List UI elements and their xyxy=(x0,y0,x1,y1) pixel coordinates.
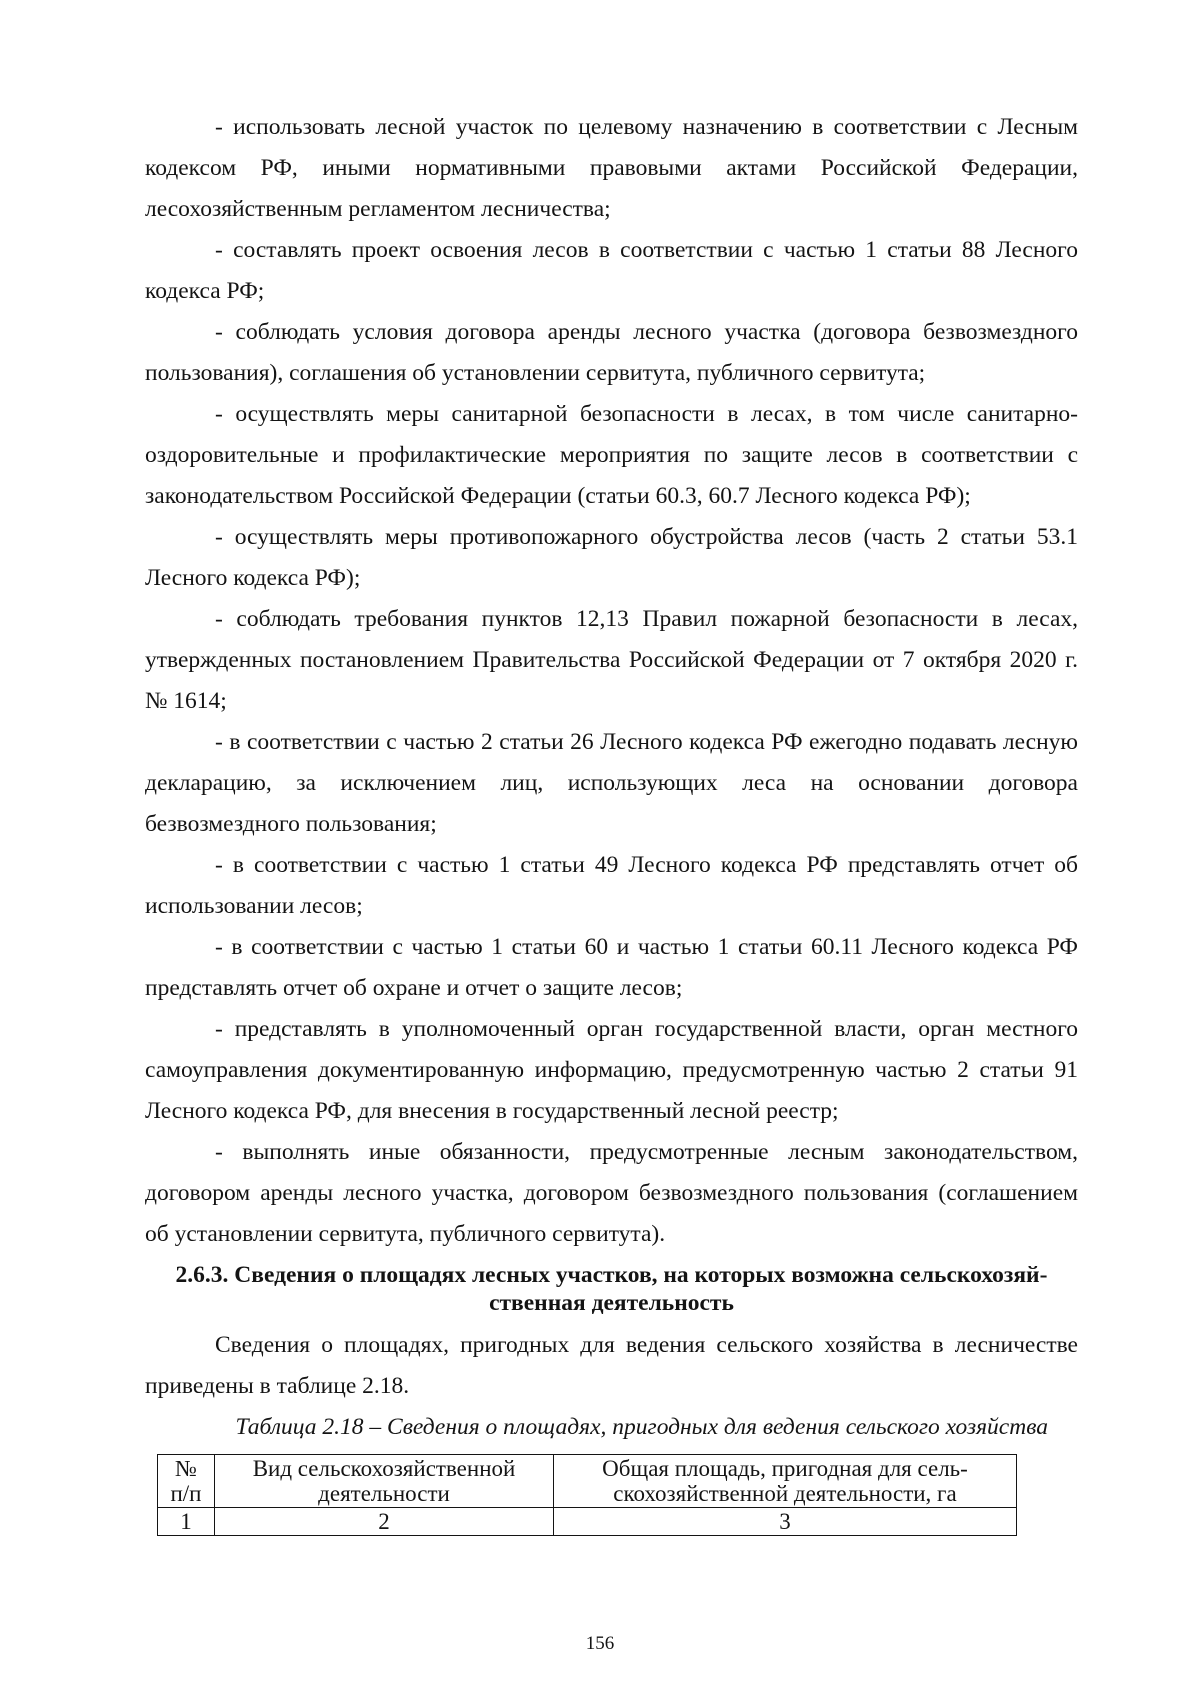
numbering-cell-2: 2 xyxy=(215,1508,554,1536)
paragraph-4: - осуществлять меры санитарной безопасности в лесах, в том числе санитарно-оздоровительные и профилактические мероприятия по защите лесов в соответствии с законодательством Российской Федерации (статьи 60.3, 60.7 Лесного кодекса РФ); xyxy=(145,401,1078,509)
table-caption: Таблица 2.18 – Сведения о площадях, пригодных для ведения сельского хозяйства xyxy=(235,1414,1048,1440)
paragraph-9: - в соответствии с частью 1 статьи 60 и частью 1 статьи 60.11 Лесного кодекса РФ представлять отчет об охране и отчет о защите лесов; xyxy=(145,934,1078,1001)
header-activity-cell xyxy=(215,1455,554,1508)
table-header-row xyxy=(158,1455,1017,1508)
paragraph-8: - в соответствии с частью 1 статьи 49 Лесного кодекса РФ представлять отчет об использовании лесов; xyxy=(145,852,1078,919)
paragraph-2: - составлять проект освоения лесов в соответствии с частью 1 статьи 88 Лесного кодекса РФ; xyxy=(145,237,1078,304)
paragraph-3: - соблюдать условия договора аренды лесного участка (договора безвозмездного пользования), соглашения об установлении сервитута, публичного сервитута; xyxy=(145,319,1078,386)
header-area-line-2: скохозяйственной деятельности, га xyxy=(613,1481,957,1506)
numbering-cell-3: 3 xyxy=(554,1508,1017,1536)
numbering-cell-1: 1 xyxy=(158,1508,215,1536)
header-activity-line-1: Вид сельскохозяйственной xyxy=(252,1456,516,1481)
header-number-line-1: № xyxy=(175,1456,197,1481)
header-number-line-2: п/п xyxy=(170,1481,202,1506)
section-heading xyxy=(145,1261,1078,1317)
document-page xyxy=(145,107,1078,1536)
table-numbering-row xyxy=(158,1508,1017,1536)
paragraph-7: - в соответствии с частью 2 статьи 26 Лесного кодекса РФ ежегодно подавать лесную декларацию, за исключением лиц, использующих леса на основании договора безвозмездного пользования; xyxy=(145,729,1078,837)
paragraph-6: - соблюдать требования пунктов 12,13 Правил пожарной безопасности в лесах, утвержденных постановлением Правительства Российской Федерации от 7 октября 2020 г. № 1614; xyxy=(145,606,1078,714)
header-area-line-1: Общая площадь, пригодная для сель- xyxy=(602,1456,968,1481)
section-heading-line-2: ственная деятельность xyxy=(489,1290,734,1316)
paragraph-11: - выполнять иные обязанности, предусмотренные лесным законодательством, договором аренды лесного участка, договором безвозмездного пользования (соглашением об установлении сервитута, публичного сервитута). xyxy=(145,1139,1078,1247)
section-intro: Сведения о площадях, пригодных для ведения сельского хозяйства в лесничестве приведены в таблице 2.18. xyxy=(145,1332,1078,1399)
paragraph-10: - представлять в уполномоченный орган государственной власти, орган местного самоуправления документированную информацию, предусмотренную частью 2 статьи 91 Лесного кодекса РФ, для внесения в государственный лесной реестр; xyxy=(145,1016,1078,1124)
header-number-cell xyxy=(158,1455,215,1508)
section-heading-line-1: 2.6.3. Сведения о площадях лесных участков, на которых возможна сельскохозяй- xyxy=(175,1262,1048,1288)
header-area-cell xyxy=(554,1455,1017,1508)
agriculture-table xyxy=(157,1454,1017,1536)
paragraph-1: - использовать лесной участок по целевому назначению в соответствии с Лесным кодексом РФ, иными нормативными правовыми актами Российской Федерации, лесохозяйственным регламентом лесничества; xyxy=(145,114,1078,222)
page-number: 156 xyxy=(585,1633,615,1654)
paragraph-5: - осуществлять меры противопожарного обустройства лесов (часть 2 статьи 53.1 Лесного кодекса РФ); xyxy=(145,524,1078,591)
header-activity-line-2: деятельности xyxy=(318,1481,450,1506)
